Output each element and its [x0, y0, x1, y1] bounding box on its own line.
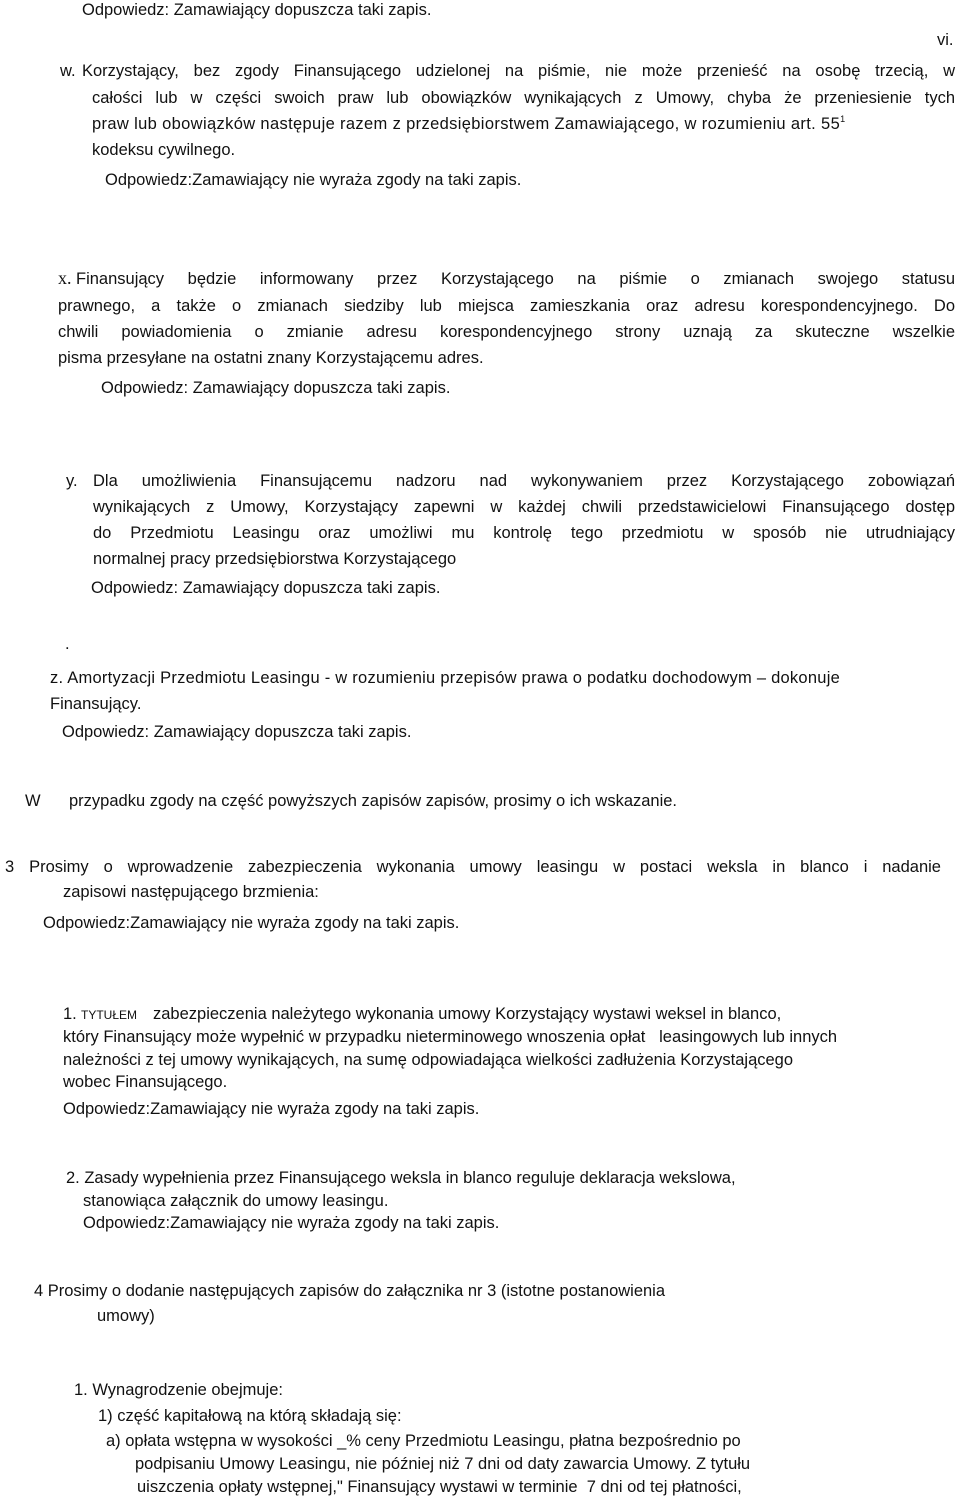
page-marker: vi.: [937, 31, 954, 49]
paragraph-line: chwili powiadomienia o zmianie adresu korespondencyjnego strony uznają za skuteczne wszelkie: [58, 323, 955, 341]
paragraph-line: pisma przesyłane na ostatni znany Korzystającemu adres.: [58, 349, 484, 367]
paragraph-line: wynikających z Umowy, Korzystający zapewni w każdej chwili przedstawicielowi Finansującego dostęp: [93, 498, 955, 516]
note-letter: W: [25, 792, 41, 810]
list-marker-w: w.: [60, 62, 76, 80]
list-number: 1.: [63, 1005, 77, 1023]
answer-text: Odpowiedz: Zamawiający dopuszcza taki zapis.: [101, 379, 451, 397]
superscript: 1: [840, 114, 846, 124]
note-text: przypadku zgody na część powyższych zapisów zapisów, prosimy o ich wskazanie.: [69, 792, 678, 810]
paragraph-line: 3 Prosimy o wprowadzenie zabezpieczenia wykonania umowy leasingu w postaci weksla in blanco i nadanie: [5, 858, 941, 876]
answer-text: Odpowiedz: Zamawiający dopuszcza taki zapis.: [91, 579, 441, 597]
paragraph-line: umowy): [97, 1307, 155, 1325]
paragraph-line: praw lub obowiązków następuje razem z przedsiębiorstwem Zamawiającego, w rozumieniu art. 55: [92, 115, 841, 133]
paragraph-line: 4 Prosimy o dodanie następujących zapisów do załącznika nr 3 (istotne postanowienia: [34, 1282, 666, 1300]
paragraph-line: 2. Zasady wypełnienia przez Finansującego weksla in blanco reguluje deklaracja wekslowa,: [66, 1169, 736, 1187]
paragraph-line: Dla umożliwienia Finansującemu nadzoru nad wykonywaniem przez Korzystającego zobowiązań: [93, 472, 955, 490]
answer-text: Odpowiedz: Zamawiający dopuszcza taki zapis.: [62, 723, 412, 741]
paragraph-line: prawnego, a także o zmianach siedziby lub miejsca zamieszkania oraz adresu korespondencyjnego. Do: [58, 297, 955, 315]
answer-text: Odpowiedz:Zamawiający nie wyraża zgody na taki zapis.: [83, 1214, 500, 1232]
paragraph-line-with-footnote: [92, 114, 845, 134]
paragraph-line: kodeksu cywilnego.: [92, 141, 236, 159]
paragraph-line: stanowiąca załącznik do umowy leasingu.: [83, 1192, 389, 1210]
paragraph-line: podpisaniu Umowy Leasingu, nie później niż 7 dni od daty zawarcia Umowy. Z tytułu: [135, 1455, 751, 1473]
paragraph-line: a) opłata wstępna w wysokości _% ceny Przedmiotu Leasingu, płatna bezpośrednio po: [106, 1432, 741, 1450]
paragraph-line: który Finansujący może wypełnić w przypadku nieterminowego wnoszenia opłat leasingowych lub innych: [63, 1028, 838, 1046]
list-marker-y: y.: [66, 472, 78, 490]
paragraph-line: z. Amortyzacji Przedmiotu Leasingu - w rozumieniu przepisów prawa o podatku dochodowym – dokonuje: [50, 669, 841, 687]
paragraph-line: należności z tej umowy wynikających, na sumę odpowiadająca wielkości zadłużenia Korzystającego: [63, 1051, 794, 1069]
small-caps-word: TYTUŁEM: [81, 1008, 138, 1022]
paragraph-line: 1. Wynagrodzenie obejmuje:: [74, 1381, 283, 1399]
answer-text: Odpowiedz: Zamawiający dopuszcza taki zapis.: [82, 1, 432, 19]
answer-text: Odpowiedz:Zamawiający nie wyraża zgody na taki zapis.: [105, 171, 522, 189]
answer-text: Odpowiedz:Zamawiający nie wyraża zgody na taki zapis.: [43, 914, 460, 932]
paragraph-line: Korzystający, bez zgody Finansującego udzielonej na piśmie, nie może przenieść na osobę trzecią, w: [82, 62, 955, 80]
stray-dot: .: [65, 635, 70, 653]
paragraph-line: całości lub w części swoich praw lub obowiązków wynikających z Umowy, chyba że przeniesienie tych: [92, 89, 955, 107]
paragraph-line: Finansujący będzie informowany przez Korzystającego na piśmie o zmianach swojego statusu: [76, 270, 955, 288]
answer-text: Odpowiedz:Zamawiający nie wyraża zgody na taki zapis.: [63, 1100, 480, 1118]
paragraph-line: Finansujący.: [50, 695, 142, 713]
paragraph-line: uiszczenia opłaty wstępnej," Finansujący wystawi w terminie 7 dni od tej płatności,: [137, 1478, 742, 1496]
paragraph-line: wobec Finansującego.: [63, 1073, 228, 1091]
paragraph-line: do Przedmiotu Leasingu oraz umożliwi mu kontrolę tego przedmiotu w sposób nie utrudniający: [93, 524, 955, 542]
list-marker-x: x.: [58, 268, 72, 288]
paragraph-line: 1) część kapitałową na którą składają się:: [98, 1407, 402, 1425]
paragraph-line: zapisowi następującego brzmienia:: [63, 883, 319, 901]
paragraph-line: normalnej pracy przedsiębiorstwa Korzystającego: [93, 550, 457, 568]
paragraph-line: zabezpieczenia należytego wykonania umowy Korzystający wystawi weksel in blanco,: [153, 1005, 782, 1023]
